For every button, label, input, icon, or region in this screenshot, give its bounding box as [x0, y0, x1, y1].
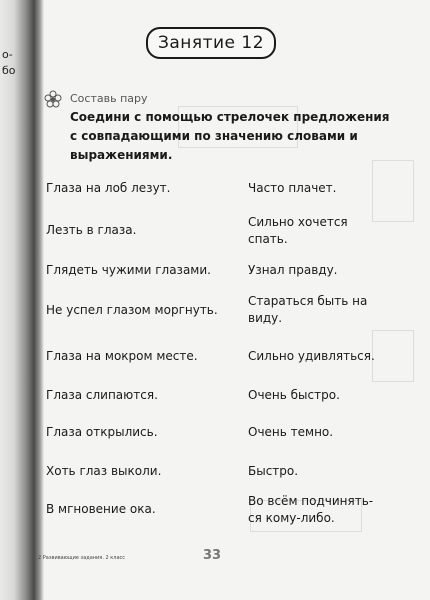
phrase-right: Стараться быть на виду. — [248, 294, 368, 325]
phrase-left: Глаза слипаются. — [46, 388, 158, 402]
task-instruction: Соедини с помощью стрелочек предложения с совпадающими по значению словами и выражениями. — [70, 110, 390, 162]
flower-icon — [44, 90, 62, 108]
phrase-right: Сильно удивляться. — [248, 349, 375, 363]
phrase-right: Часто плачет. — [248, 181, 337, 195]
footer-book-title: 2 Развивающие задания. 2 класс — [38, 555, 126, 561]
phrase-left: Глаза на мокром месте. — [46, 349, 198, 363]
phrase-left: Глаза на лоб лезут. — [46, 181, 171, 195]
section-label: Составь пару — [70, 92, 148, 105]
phrase-right: Сильно хочется спать. — [248, 215, 348, 246]
phrase-right: Узнал правду. — [248, 263, 338, 277]
phrase-left: В мгновение ока. — [46, 502, 156, 516]
phrase-right: Очень быстро. — [248, 388, 340, 402]
margin-fragment: о- — [2, 48, 13, 61]
phrase-left: Хоть глаз выколи. — [46, 464, 162, 478]
phrase-right: Во всём подчинять-ся кому-либо. — [248, 494, 374, 525]
phrase-left: Глядеть чужими глазами. — [46, 263, 211, 277]
page-number: 33 — [203, 548, 222, 563]
page-fold-shadow — [0, 0, 44, 600]
phrase-left: Лезть в глаза. — [46, 223, 137, 237]
phrase-right: Быстро. — [248, 464, 299, 478]
phrase-left: Глаза открылись. — [46, 425, 158, 439]
lesson-title: Занятие 12 — [146, 27, 276, 59]
phrase-right: Очень темно. — [248, 425, 334, 439]
margin-fragment: бо — [2, 64, 16, 77]
phrase-left: Не успел глазом моргнуть. — [46, 303, 218, 317]
